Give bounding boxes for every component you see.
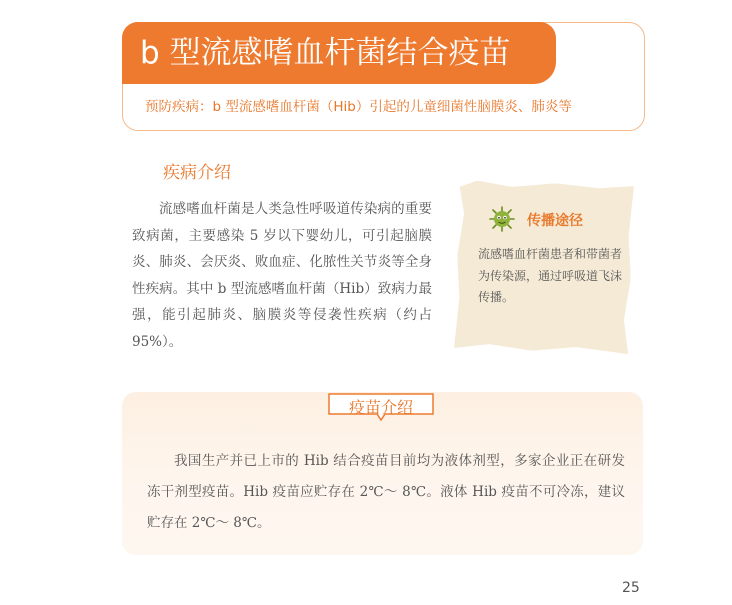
vaccine-intro-heading: 疫苗介绍	[348, 398, 413, 417]
disease-intro-heading: 疾病介绍	[163, 163, 231, 183]
vaccine-intro-text: 我国生产并已上市的 Hib 结合疫苗目前均为液体剂型，多家企业正在研发冻干剂型疫苗。Hib 疫苗应贮存在 2℃～ 8℃。液体 Hib 疫苗不可冷冻，建议贮存在 2℃～ 8℃。	[147, 453, 625, 531]
germ-icon	[489, 206, 515, 232]
prevent-label: 预防疾病：	[145, 99, 213, 115]
prevent-disease-line	[145, 95, 640, 115]
transmission-text: 流感嗜血杆菌患者和带菌者为传染源，通过呼吸道飞沫传播。	[478, 247, 623, 304]
transmission-title: 传播途径	[527, 213, 583, 229]
page-number: 25	[622, 580, 640, 596]
page-title: b 型流感嗜血杆菌结合疫苗	[122, 22, 556, 84]
prevent-text: b 型流感嗜血杆菌（Hib）引起的儿童细菌性脑膜炎、肺炎等	[212, 99, 572, 115]
disease-intro-text: 流感嗜血杆菌是人类急性呼吸道传染病的重要致病菌，主要感染 5 岁以下婴幼儿，可引起脑膜炎、肺炎、会厌炎、败血症、化脓性关节炎等全身性疾病。其中 b 型流感嗜血杆菌（Hib）致病力最强，能引起肺炎、脑膜炎等侵袭性疾病（约占 95%）。	[132, 201, 432, 350]
